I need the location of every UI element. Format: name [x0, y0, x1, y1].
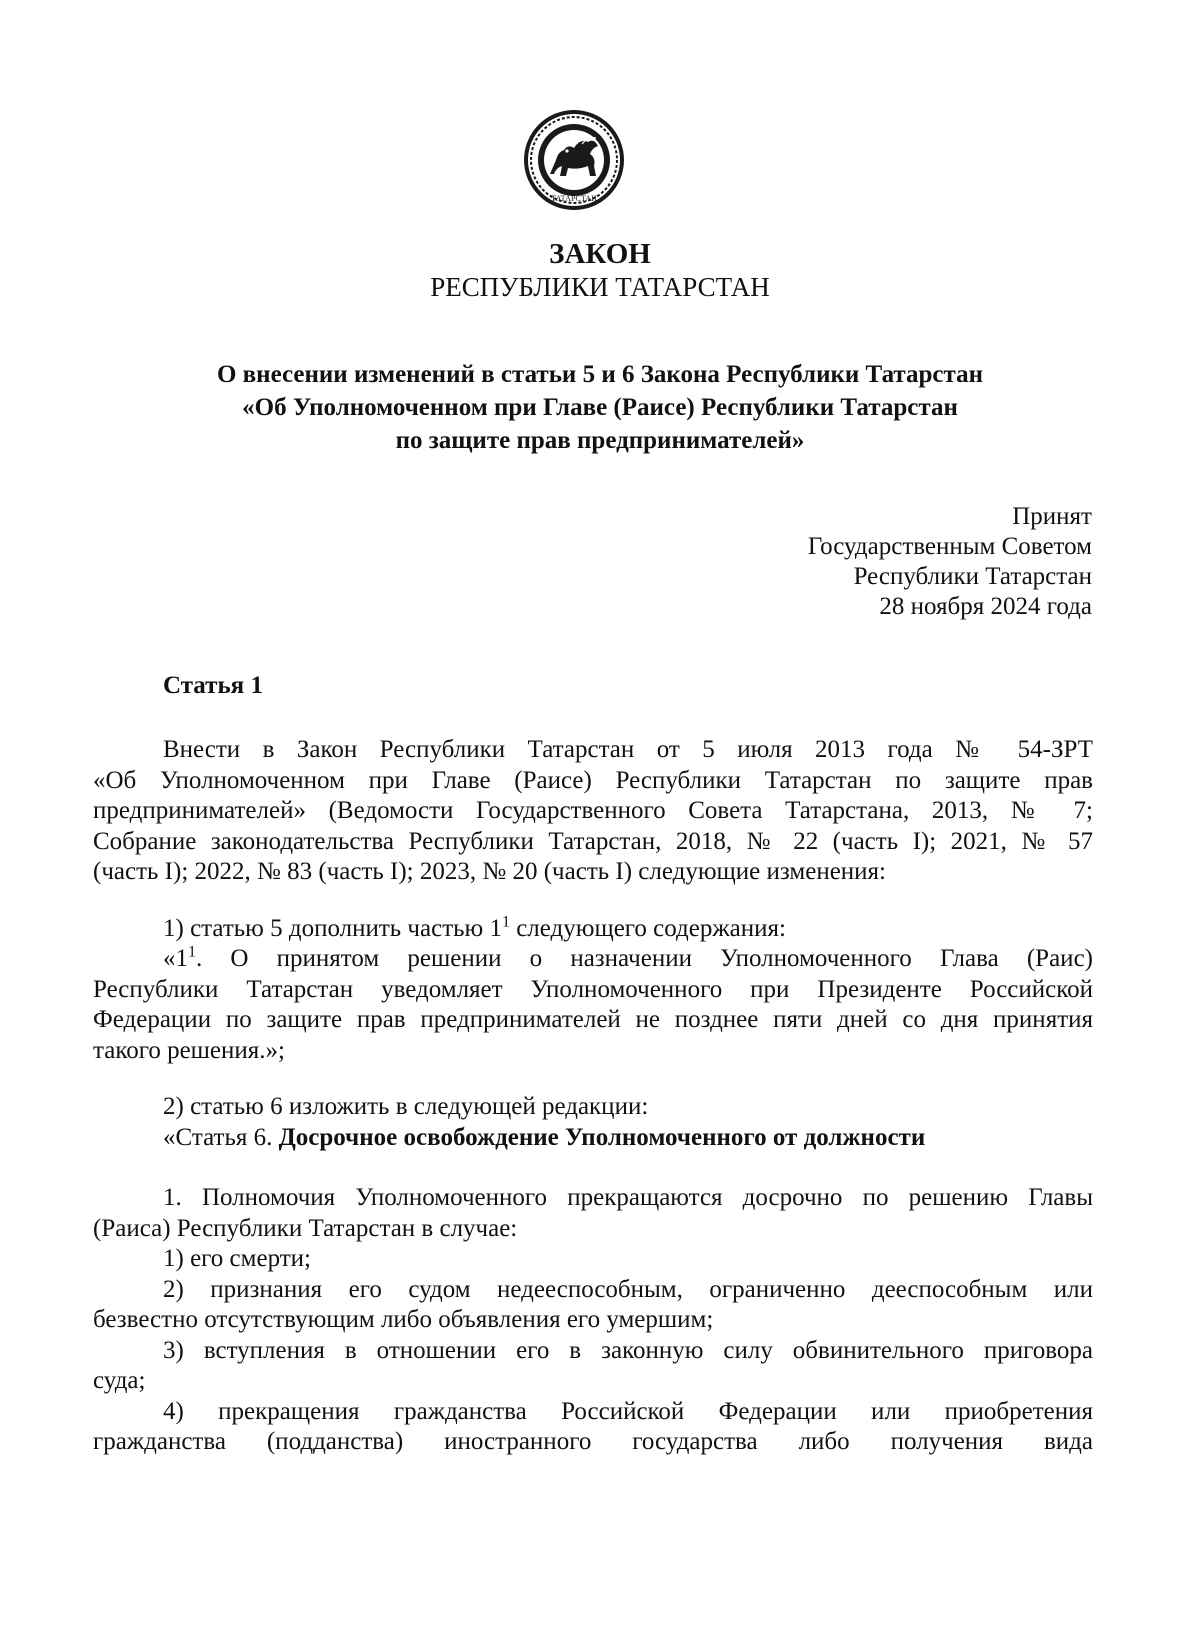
subitem-line: безвестно отсутствующим либо объявления его умершим;: [93, 1306, 714, 1333]
article-6-heading: «Статья 6. Досрочное освобождение Уполномоченного от должности: [163, 1123, 926, 1151]
item-2-line: 2) статью 6 изложить в следующей редакции:: [163, 1093, 649, 1120]
article-body: [93, 735, 1093, 1458]
paragraph-line: Внести в Закон Республики Татарстан от 5 июля 2013 года № 54-ЗРТ: [163, 736, 1093, 763]
item-1-line: 1) статью 5 дополнить частью $1^1$ следующего содержания:: [163, 913, 786, 942]
emblem-text: ТАТАРСТАН: [551, 194, 597, 203]
paragraph-line: (часть I); 2022, № 83 (часть I); 2023, № 20 (часть I) следующие изменения:: [93, 858, 887, 885]
paragraph-line: предпринимателей» (Ведомости Государственного Совета Татарстана, 2013, № 7;: [93, 797, 1093, 824]
clause-line: (Раиса) Республики Татарстан в случае:: [93, 1214, 518, 1242]
paragraph-line: Республики Татарстан уведомляет Уполномоченного при Президенте Российской: [93, 975, 1093, 1003]
subitem-line: гражданства (подданства) иностранного государства либо получения вида: [93, 1428, 1093, 1455]
law-subtitle: РЕСПУБЛИКИ ТАТАРСТАН: [430, 272, 770, 302]
tatarstan-emblem-icon: [522, 108, 626, 212]
law-heading: [110, 358, 1090, 457]
heading-line: по защите прав предпринимателей»: [395, 427, 805, 454]
law-title: ЗАКОН: [549, 238, 651, 270]
heading-line: О внесении изменений в статьи 5 и 6 Закона Республики Татарстан: [216, 361, 984, 388]
clause-line: 1. Полномочия Уполномоченного прекращаются досрочно по решению Главы: [163, 1184, 1093, 1211]
subitem-line: 1) его смерти;: [163, 1245, 311, 1272]
subitem-line: 4) прекращения гражданства Российской Федерации или приобретения: [163, 1397, 1093, 1425]
heading-line: «Об Уполномоченном при Главе (Раисе) Республики Татарстан: [242, 394, 958, 421]
subitem-line: суда;: [93, 1367, 146, 1394]
adoption-line: Принят: [1012, 503, 1092, 530]
adoption-date: 28 ноября 2024 года: [879, 593, 1092, 620]
article-title: Статья 1: [163, 672, 263, 699]
paragraph-line: Федерации по защите прав предпринимателей не позднее пяти дней со дня принятия: [93, 1006, 1093, 1033]
item-1-quote-line: «$1^1$. О принятом решении о назначении Уполномоченного Глава (Раис): [163, 943, 1093, 972]
subitem-line: 3) вступления в отношении его в законную силу обвинительного приговора: [163, 1336, 1093, 1364]
subitem-line: 2) признания его судом недееспособным, ограниченно дееспособным или: [163, 1275, 1093, 1303]
paragraph-line: Собрание законодательства Республики Татарстан, 2018, № 22 (часть I); 2021, № 57: [93, 827, 1093, 855]
paragraph-line: такого решения.»;: [93, 1036, 285, 1064]
adoption-block: [808, 502, 1092, 622]
paragraph-line: «Об Уполномоченном при Главе (Раисе) Республики Татарстан по защите прав: [93, 766, 1093, 794]
adoption-line: Государственным Советом: [807, 533, 1092, 560]
adoption-line: Республики Татарстан: [853, 563, 1092, 590]
